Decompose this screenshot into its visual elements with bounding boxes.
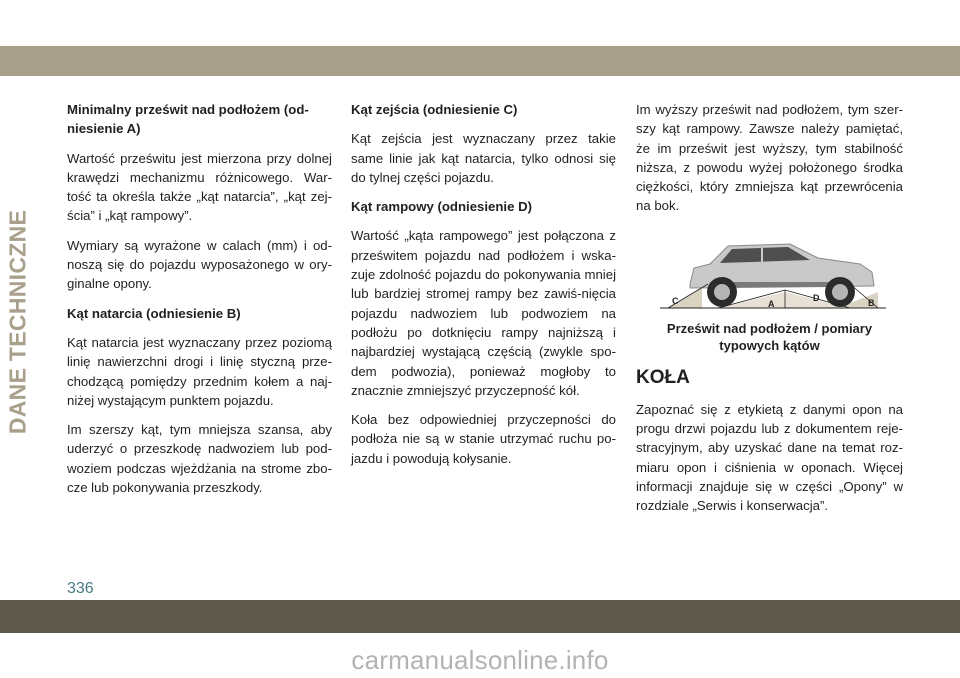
section-title-wheels: KOŁA	[636, 366, 690, 388]
heading-departure-angle: Kąt zejścia (odniesienie C)	[351, 102, 518, 117]
header-band	[0, 46, 960, 76]
figure-caption: Prześwit nad podłożem / pomiary typowych kątów	[666, 320, 873, 353]
column-1	[67, 100, 332, 507]
paragraph: Kąt natarcia jest wyznaczany przez poziomą linię nawierzchni drogi i linię styczną prze-chodzącą pomiędzy przednim kołem a naj-niżej wystającym punktem pojazdu.	[67, 334, 332, 408]
vehicle-angles-figure	[650, 232, 890, 314]
paragraph: Wymiary są wyrażone w calach (mm) i od-noszą się do pojazdu wyposażonego w ory-ginalne opony.	[67, 237, 332, 292]
paragraph: Im wyższy prześwit nad podłożem, tym szer-szy kąt rampowy. Zawsze należy pamiętać, że im prześwit jest wyższy, tym stabilność niższa, z powodu wyżej położonego środka ciężkości, który zmniejsza kąt przewrócenia na bok.	[636, 102, 903, 214]
column-3	[636, 100, 903, 526]
vehicle-angles-illustration	[650, 232, 890, 314]
label-d: D	[812, 292, 819, 303]
paragraph: Kąt zejścia jest wyznaczany przez takie same linie jak kąt natarcia, tylko odnosi się do tylnej części pojazdu.	[351, 131, 616, 185]
front-wheel-rim	[832, 284, 848, 300]
label-b: B	[867, 297, 874, 308]
paragraph: Koła bez odpowiedniej przyczepności do podłoża nie są w stanie utrzymać ruchu po-jazdu i powodują kołysanie.	[351, 412, 616, 466]
heading-breakover-angle: Kąt rampowy (odniesienie D)	[351, 199, 532, 215]
watermark: carmanualsonline.info	[351, 645, 609, 675]
heading-ground-clearance: Minimalny prześwit nad podłożem (od-niesienie A)	[67, 102, 309, 137]
heading-approach-angle: Kąt natarcia (odniesienie B)	[67, 305, 241, 321]
paragraph: Zapoznać się z etykietą z danymi opon na progu drzwi pojazdu lub z dokumentem reje-stracyjnym, aby uzyskać dane na temat roz-miaru opon i ciśnienia w oponach. Więcej informacji znajduje się w części „Opony” w rozdziale „Serwis i konserwacja”.	[636, 401, 903, 514]
column-2	[351, 100, 616, 478]
footer-band	[0, 600, 960, 633]
label-a: A	[767, 298, 774, 309]
section-side-label-text: DANE TECHNICZNE	[4, 209, 31, 435]
paragraph: Wartość „kąta rampowego” jest połączona z prześwitem pojazdu nad podłożem i wska-zuje zdolność pojazdu do pokonywania mniej lub bardziej stromej rampy bez zawiś-nięcia pojazdu nadwoziem lub podwoziem na podłożu po dotknięciu rampy najniższą i najbardziej wystającą częścią (zwykle spo-dem podwozia), ponieważ mogłoby to znacznie zmniejszyć przyczepność kół.	[351, 228, 616, 398]
label-c: C	[671, 295, 678, 306]
page-number: 336	[67, 580, 94, 597]
rear-wheel-rim	[714, 284, 730, 300]
paragraph: Wartość prześwitu jest mierzona przy dolnej krawędzi mechanizmu różnicowego. War-tość ta określa także „kąt natarcia”, „kąt zej-ścia” i „kąt rampowy”.	[67, 150, 332, 224]
paragraph: Im szerszy kąt, tym mniejsza szansa, aby uderzyć o przeszkodę nadwoziem lub pod-woziem podczas wjeżdżania na strome zbo-cze lub pokonywania przeszkody.	[67, 422, 332, 496]
